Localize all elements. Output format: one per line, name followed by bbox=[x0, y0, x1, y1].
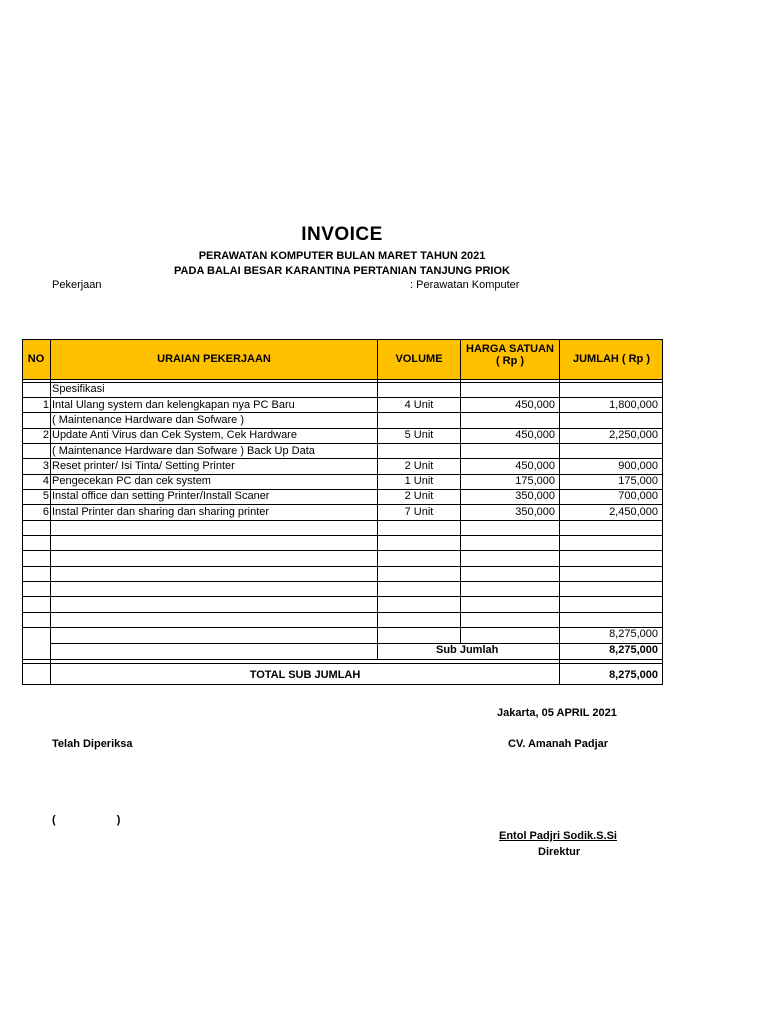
row-desc: Update Anti Virus dan Cek System, Cek Hardware bbox=[52, 429, 297, 441]
sub-jumlah-value: 8,275,000 bbox=[609, 644, 658, 656]
row-volume: 2 Unit bbox=[404, 460, 434, 472]
row-price: 175,000 bbox=[515, 475, 555, 487]
row-price: 450,000 bbox=[515, 399, 555, 411]
row-volume: 1 Unit bbox=[404, 475, 434, 487]
sub-jumlah-label: Sub Jumlah bbox=[436, 644, 499, 656]
row-no: 5 bbox=[42, 490, 49, 502]
row-total: 2,450,000 bbox=[609, 506, 658, 518]
row-desc: Reset printer/ Isi Tinta/ Setting Printer bbox=[52, 460, 235, 472]
row-volume: 7 Unit bbox=[404, 506, 434, 518]
row-desc: Instal Printer dan sharing dan sharing printer bbox=[52, 506, 270, 518]
header-volume: VOLUME bbox=[395, 353, 443, 365]
signature-placeholder: ( ) bbox=[52, 814, 121, 826]
row-price: 450,000 bbox=[515, 460, 555, 472]
signer-name: Entol Padjri Sodik.S.Si bbox=[499, 830, 617, 842]
company-name: CV. Amanah Padjar bbox=[508, 738, 609, 750]
row-volume: 5 Unit bbox=[404, 429, 434, 441]
row-desc: Spesifikasi bbox=[52, 383, 105, 395]
header-no: NO bbox=[27, 353, 45, 365]
checked-label: Telah Diperiksa bbox=[52, 738, 133, 750]
row-price: 350,000 bbox=[515, 490, 555, 502]
row-desc: ( Maintenance Hardware dan Sofware ) Back Up Data bbox=[52, 445, 315, 457]
row-price: 450,000 bbox=[515, 429, 555, 441]
pekerjaan-label: Pekerjaan bbox=[52, 279, 102, 291]
row-no: 4 bbox=[42, 475, 49, 487]
row-no: 6 bbox=[42, 506, 49, 518]
row-total: 700,000 bbox=[618, 490, 658, 502]
row-desc: ( Maintenance Hardware dan Sofware ) bbox=[52, 414, 244, 426]
row-price: 350,000 bbox=[515, 506, 555, 518]
row-desc: Instal office dan setting Printer/Install Scaner bbox=[52, 490, 270, 502]
total-sub-jumlah-label: TOTAL SUB JUMLAH bbox=[249, 669, 361, 681]
row-no: 1 bbox=[42, 399, 49, 411]
pekerjaan-value: : Perawatan Komputer bbox=[410, 279, 520, 291]
row-total: 2,250,000 bbox=[609, 429, 658, 441]
row-total: 900,000 bbox=[618, 460, 658, 472]
header-harga-line2: ( Rp ) bbox=[495, 355, 525, 367]
row-volume: 4 Unit bbox=[404, 399, 434, 411]
header-jumlah: JUMLAH ( Rp ) bbox=[573, 353, 650, 365]
header-harga bbox=[461, 339, 559, 379]
header-harga-line1: HARGA SATUAN bbox=[466, 343, 554, 355]
invoice-title: INVOICE bbox=[301, 224, 383, 245]
row-no: 3 bbox=[42, 460, 49, 472]
row-desc: Pengecekan PC dan cek system bbox=[52, 475, 211, 487]
header-uraian: URAIAN PEKERJAAN bbox=[157, 353, 271, 365]
row-volume: 2 Unit bbox=[404, 490, 434, 502]
invoice-subtitle-1: PERAWATAN KOMPUTER BULAN MARET TAHUN 2021 bbox=[198, 250, 486, 262]
row-total: 1,800,000 bbox=[609, 399, 658, 411]
total-sub-jumlah-value: 8,275,000 bbox=[609, 669, 658, 681]
signer-title: Direktur bbox=[538, 846, 581, 858]
invoice-subtitle-2: PADA BALAI BESAR KARANTINA PERTANIAN TANJUNG PRIOK bbox=[174, 265, 510, 277]
place-date: Jakarta, 05 APRIL 2021 bbox=[497, 707, 617, 719]
row-desc: Intal Ulang system dan kelengkapan nya PC Baru bbox=[52, 399, 295, 411]
row-no: 2 bbox=[42, 429, 49, 441]
column-total: 8,275,000 bbox=[609, 628, 658, 640]
row-total: 175,000 bbox=[618, 475, 658, 487]
